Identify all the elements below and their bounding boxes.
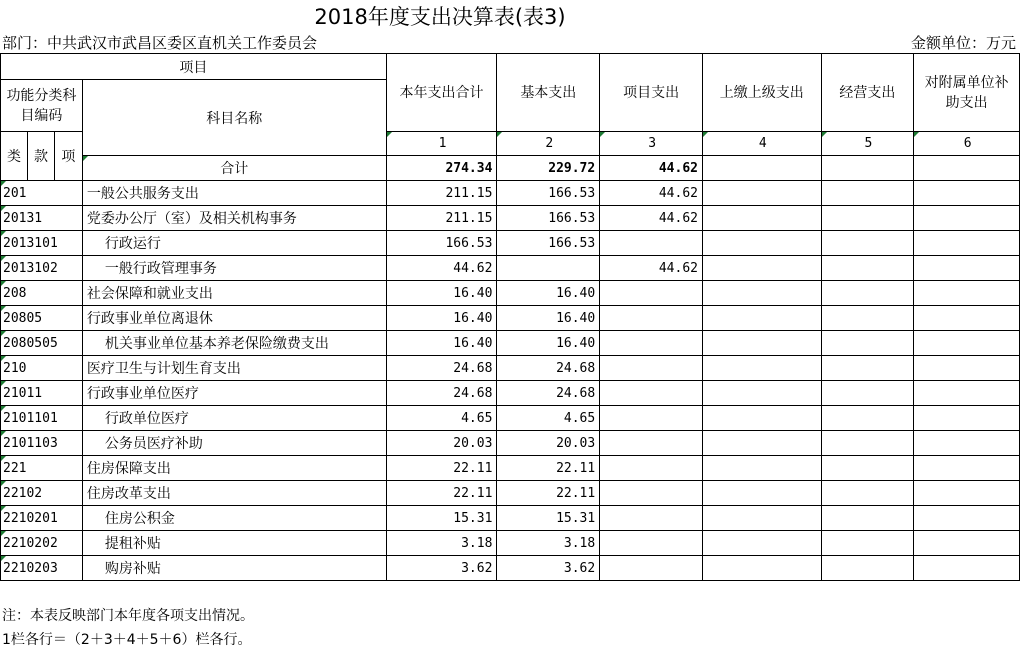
row-subject-name: 住房保障支出 xyxy=(82,456,386,481)
total-c4 xyxy=(702,156,821,181)
row-code: 2013101 xyxy=(1,231,83,256)
row-c1: 3.62 xyxy=(386,556,497,581)
row-c4 xyxy=(702,331,821,356)
total-label: 合计 xyxy=(82,156,386,181)
amount-unit-label: 金额单位：万元 xyxy=(910,34,1016,52)
col-header-6: 对附属单位补助支出 xyxy=(914,54,1020,132)
row-c5 xyxy=(821,431,914,456)
row-c2: 22.11 xyxy=(497,456,600,481)
row-c4 xyxy=(702,381,821,406)
row-subject-name: 购房补贴 xyxy=(82,556,386,581)
row-c4 xyxy=(702,306,821,331)
row-c5 xyxy=(821,556,914,581)
row-code: 20131 xyxy=(1,206,83,231)
row-subject-name: 住房改革支出 xyxy=(82,481,386,506)
row-c4 xyxy=(702,356,821,381)
row-c2: 22.11 xyxy=(497,481,600,506)
table-row xyxy=(1,331,1020,356)
total-c3: 44.62 xyxy=(600,156,703,181)
row-code: 210 xyxy=(1,356,83,381)
row-c3 xyxy=(600,331,703,356)
row-c3: 44.62 xyxy=(600,181,703,206)
row-c1: 22.11 xyxy=(386,456,497,481)
row-code: 2080505 xyxy=(1,331,83,356)
row-c2: 4.65 xyxy=(497,406,600,431)
total-c1: 274.34 xyxy=(386,156,497,181)
row-c4 xyxy=(702,406,821,431)
table-row xyxy=(1,356,1020,381)
row-subject-name: 提租补贴 xyxy=(82,531,386,556)
col-header-4: 上缴上级支出 xyxy=(702,54,821,132)
row-subject-name: 行政事业单位医疗 xyxy=(82,381,386,406)
col-num-6: 6 xyxy=(914,132,1020,156)
row-c1: 4.65 xyxy=(386,406,497,431)
row-code: 2101103 xyxy=(1,431,83,456)
col-header-3: 项目支出 xyxy=(600,54,703,132)
row-c4 xyxy=(702,481,821,506)
row-c2: 24.68 xyxy=(497,381,600,406)
item-header: 项目 xyxy=(1,54,387,80)
table-row xyxy=(1,256,1020,281)
row-c5 xyxy=(821,356,914,381)
row-c6 xyxy=(914,556,1020,581)
row-c6 xyxy=(914,356,1020,381)
row-c5 xyxy=(821,231,914,256)
row-subject-name: 一般行政管理事务 xyxy=(82,256,386,281)
row-c1: 22.11 xyxy=(386,481,497,506)
row-c1: 16.40 xyxy=(386,331,497,356)
row-c6 xyxy=(914,506,1020,531)
row-c3 xyxy=(600,431,703,456)
row-c3: 44.62 xyxy=(600,206,703,231)
row-subject-name: 医疗卫生与计划生育支出 xyxy=(82,356,386,381)
row-code: 221 xyxy=(1,456,83,481)
func-code-header: 功能分类科目编码 xyxy=(1,80,83,132)
row-c1: 16.40 xyxy=(386,306,497,331)
row-c3 xyxy=(600,406,703,431)
table-row xyxy=(1,456,1020,481)
total-c6 xyxy=(914,156,1020,181)
row-c6 xyxy=(914,231,1020,256)
row-c2 xyxy=(497,256,600,281)
table-row xyxy=(1,306,1020,331)
row-c2: 16.40 xyxy=(497,331,600,356)
total-c2: 229.72 xyxy=(497,156,600,181)
row-c1: 3.18 xyxy=(386,531,497,556)
table-row xyxy=(1,181,1020,206)
row-c4 xyxy=(702,431,821,456)
table-row xyxy=(1,381,1020,406)
row-c1: 15.31 xyxy=(386,506,497,531)
row-subject-name: 行政运行 xyxy=(82,231,386,256)
report-title: 2018年度支出决算表(表3) xyxy=(314,5,566,29)
row-c5 xyxy=(821,306,914,331)
row-c4 xyxy=(702,256,821,281)
row-code: 2210201 xyxy=(1,506,83,531)
xiang-header: 项 xyxy=(54,132,82,181)
note-line-1: 注：本表反映部门本年度各项支出情况。 xyxy=(2,608,254,624)
row-c6 xyxy=(914,456,1020,481)
row-c4 xyxy=(702,556,821,581)
row-c3 xyxy=(600,556,703,581)
table-row xyxy=(1,556,1020,581)
col-header-2: 基本支出 xyxy=(497,54,600,132)
row-c3 xyxy=(600,281,703,306)
row-c5 xyxy=(821,406,914,431)
col-num-5: 5 xyxy=(821,132,914,156)
row-subject-name: 行政单位医疗 xyxy=(82,406,386,431)
row-c4 xyxy=(702,206,821,231)
row-code: 208 xyxy=(1,281,83,306)
row-code: 22102 xyxy=(1,481,83,506)
row-c4 xyxy=(702,231,821,256)
row-c1: 166.53 xyxy=(386,231,497,256)
row-c5 xyxy=(821,331,914,356)
row-c3 xyxy=(600,531,703,556)
row-c2: 16.40 xyxy=(497,306,600,331)
kuan-header: 款 xyxy=(27,132,54,181)
row-c2: 166.53 xyxy=(497,181,600,206)
row-c3: 44.62 xyxy=(600,256,703,281)
table-row xyxy=(1,481,1020,506)
row-subject-name: 住房公积金 xyxy=(82,506,386,531)
table-row xyxy=(1,406,1020,431)
row-code: 2101101 xyxy=(1,406,83,431)
row-subject-name: 公务员医疗补助 xyxy=(82,431,386,456)
row-subject-name: 社会保障和就业支出 xyxy=(82,281,386,306)
row-code: 2013102 xyxy=(1,256,83,281)
subject-name-header: 科目名称 xyxy=(82,80,386,156)
row-subject-name: 一般公共服务支出 xyxy=(82,181,386,206)
table-row xyxy=(1,431,1020,456)
row-c2: 166.53 xyxy=(497,231,600,256)
row-c6 xyxy=(914,406,1020,431)
row-code: 2210203 xyxy=(1,556,83,581)
row-c2: 3.62 xyxy=(497,556,600,581)
row-c4 xyxy=(702,456,821,481)
lei-header: 类 xyxy=(1,132,28,181)
row-c4 xyxy=(702,531,821,556)
col-num-2: 2 xyxy=(497,132,600,156)
row-c6 xyxy=(914,281,1020,306)
row-c5 xyxy=(821,456,914,481)
row-c5 xyxy=(821,381,914,406)
row-c2: 166.53 xyxy=(497,206,600,231)
row-c5 xyxy=(821,531,914,556)
row-c1: 24.68 xyxy=(386,381,497,406)
row-c3 xyxy=(600,456,703,481)
row-subject-name: 机关事业单位基本养老保险缴费支出 xyxy=(82,331,386,356)
row-c3 xyxy=(600,356,703,381)
row-c4 xyxy=(702,181,821,206)
table-row xyxy=(1,281,1020,306)
row-code: 21011 xyxy=(1,381,83,406)
table-row xyxy=(1,206,1020,231)
row-c1: 20.03 xyxy=(386,431,497,456)
row-c5 xyxy=(821,281,914,306)
row-c6 xyxy=(914,331,1020,356)
row-c6 xyxy=(914,256,1020,281)
row-c6 xyxy=(914,181,1020,206)
row-c6 xyxy=(914,481,1020,506)
row-subject-name: 党委办公厅（室）及相关机构事务 xyxy=(82,206,386,231)
row-c5 xyxy=(821,481,914,506)
row-c1: 211.15 xyxy=(386,206,497,231)
row-c3 xyxy=(600,231,703,256)
col-num-1: 1 xyxy=(386,132,497,156)
row-code: 201 xyxy=(1,181,83,206)
row-c3 xyxy=(600,381,703,406)
total-c5 xyxy=(821,156,914,181)
row-c5 xyxy=(821,256,914,281)
row-c4 xyxy=(702,281,821,306)
row-c2: 3.18 xyxy=(497,531,600,556)
row-subject-name: 行政事业单位离退休 xyxy=(82,306,386,331)
row-c3 xyxy=(600,481,703,506)
department-label: 部门：中共武汉市武昌区委区直机关工作委员会 xyxy=(2,34,318,52)
row-c6 xyxy=(914,306,1020,331)
row-c4 xyxy=(702,506,821,531)
row-c2: 20.03 xyxy=(497,431,600,456)
table-row xyxy=(1,531,1020,556)
row-c6 xyxy=(914,206,1020,231)
expenditure-table xyxy=(0,53,1020,581)
note-line-2: 1栏各行＝（2＋3＋4＋5＋6）栏各行。 xyxy=(2,632,252,648)
row-c1: 16.40 xyxy=(386,281,497,306)
row-c5 xyxy=(821,206,914,231)
col-header-5: 经营支出 xyxy=(821,54,914,132)
col-num-4: 4 xyxy=(702,132,821,156)
col-header-1: 本年支出合计 xyxy=(386,54,497,132)
row-c1: 44.62 xyxy=(386,256,497,281)
row-c3 xyxy=(600,306,703,331)
row-c5 xyxy=(821,181,914,206)
row-c6 xyxy=(914,431,1020,456)
row-c1: 211.15 xyxy=(386,181,497,206)
row-c1: 24.68 xyxy=(386,356,497,381)
row-c2: 24.68 xyxy=(497,356,600,381)
table-row xyxy=(1,231,1020,256)
col-num-3: 3 xyxy=(600,132,703,156)
row-c5 xyxy=(821,506,914,531)
row-code: 2210202 xyxy=(1,531,83,556)
table-row xyxy=(1,506,1020,531)
row-c2: 16.40 xyxy=(497,281,600,306)
row-code: 20805 xyxy=(1,306,83,331)
row-c2: 15.31 xyxy=(497,506,600,531)
row-c3 xyxy=(600,506,703,531)
row-c6 xyxy=(914,381,1020,406)
row-c6 xyxy=(914,531,1020,556)
